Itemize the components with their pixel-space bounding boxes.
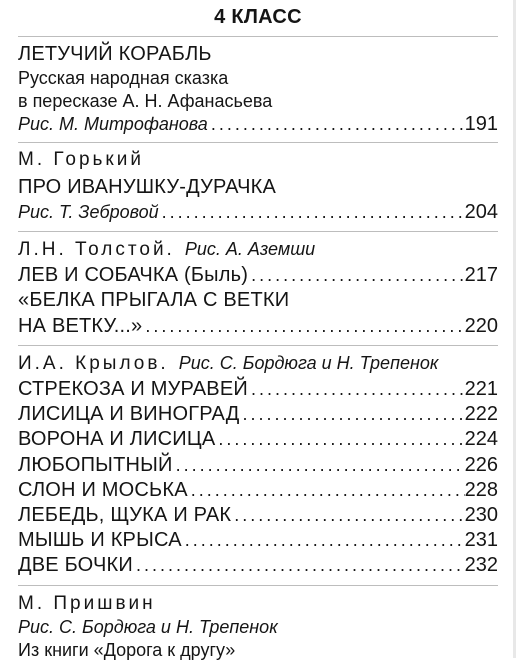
entry-title: ПРО ИВАНУШКУ-ДУРАЧКА — [18, 176, 277, 198]
book-note-line — [18, 638, 498, 662]
divider — [18, 345, 498, 346]
entry-title: «БЕЛКА ПРЫГАЛА С ВЕТКИ — [18, 289, 290, 311]
toc-entry-fable[interactable] — [18, 553, 498, 577]
toc-subtitle — [18, 66, 498, 90]
author-name: М. Горький — [18, 149, 144, 170]
page-number: 217 — [464, 264, 498, 286]
entry-title: НА ВЕТКУ...» — [18, 315, 143, 337]
entry-title: ЛЕВ И СОБАЧКА (Быль) — [18, 264, 249, 286]
dot-leader — [215, 427, 464, 451]
divider — [18, 585, 498, 586]
author-line — [18, 351, 498, 375]
dot-leader — [208, 112, 465, 136]
toc-entry-fable[interactable] — [18, 528, 498, 552]
author-name: И.А. Крылов. — [18, 353, 169, 374]
page-number: 222 — [464, 403, 498, 425]
illustrator-credit: Рис. С. Бордюга и Н. Трепенок — [18, 617, 278, 637]
dot-leader — [231, 503, 464, 527]
author-name: Л.Н. Толстой. — [18, 239, 175, 260]
toc-entry-fable[interactable] — [18, 478, 498, 502]
toc-entry-fable[interactable] — [18, 453, 498, 477]
entry-title: ЛЕБЕДЬ, ЩУКА И РАК — [18, 504, 232, 526]
entry-title: ЛЕТУЧИЙ КОРАБЛЬ — [18, 43, 212, 65]
dot-leader — [173, 453, 465, 477]
divider — [18, 36, 498, 37]
toc-entry-lion-dog[interactable] — [18, 263, 498, 287]
divider — [18, 231, 498, 232]
page-number: 230 — [464, 504, 498, 526]
toc-entry-fable[interactable] — [18, 377, 498, 401]
toc-entry-ivanushka[interactable] — [18, 200, 498, 224]
author-line — [18, 148, 498, 172]
dot-leader — [239, 402, 464, 426]
dot-leader — [133, 553, 465, 577]
divider — [18, 142, 498, 143]
entry-title: ЛИСИЦА И ВИНОГРАД — [18, 403, 240, 425]
author-line — [18, 237, 498, 261]
page-number: 228 — [464, 479, 498, 501]
illustrator-credit: Рис. Т. Зебровой — [18, 202, 159, 222]
toc-entry-fable[interactable] — [18, 402, 498, 426]
toc-title-flying-ship — [18, 42, 498, 66]
page-number: 226 — [464, 454, 498, 476]
dot-leader — [248, 377, 465, 401]
toc-entry-flying-ship[interactable] — [18, 112, 498, 136]
dot-leader — [248, 263, 465, 287]
page-number: 224 — [464, 428, 498, 450]
entry-title: СЛОН И МОСЬКА — [18, 479, 188, 501]
illustrator-credit: Рис. А. Аземши — [184, 239, 316, 259]
entry-subtitle: Русская народная сказка — [18, 68, 229, 88]
author-line — [18, 592, 498, 616]
entry-title: МЫШЬ И КРЫСА — [18, 529, 182, 551]
page-number: 221 — [464, 378, 498, 400]
page-number: 220 — [464, 315, 498, 337]
toc-subtitle — [18, 89, 498, 113]
dot-leader — [182, 528, 465, 552]
entry-title: ЛЮБОПЫТНЫЙ — [18, 454, 173, 476]
toc-entry-fable[interactable] — [18, 503, 498, 527]
toc-title-squirrel — [18, 288, 498, 312]
page-number: 204 — [464, 201, 498, 223]
book-note: Из книги «Дорога к другу» — [18, 640, 236, 660]
dot-leader — [142, 314, 464, 338]
dot-leader — [159, 200, 465, 224]
page-number: 191 — [464, 113, 498, 135]
illustrator-credit: Рис. М. Митрофанова — [18, 114, 208, 134]
entry-title: СТРЕКОЗА И МУРАВЕЙ — [18, 378, 248, 400]
entry-subtitle: в пересказе А. Н. Афанасьева — [18, 91, 273, 111]
dot-leader — [188, 478, 465, 502]
entry-title: ДВЕ БОЧКИ — [18, 554, 133, 576]
author-name: М. Пришвин — [18, 593, 156, 614]
page-number: 232 — [464, 554, 498, 576]
section-heading: 4 КЛАСС — [214, 6, 302, 28]
entry-title: ВОРОНА И ЛИСИЦА — [18, 428, 216, 450]
page-number: 231 — [464, 529, 498, 551]
toc-entry-squirrel[interactable] — [18, 314, 498, 338]
illustrator-credit: Рис. С. Бордюга и Н. Трепенок — [178, 353, 439, 373]
toc-title-ivanushka — [18, 175, 498, 199]
toc-entry-fable[interactable] — [18, 427, 498, 451]
illustrator-line — [18, 615, 498, 639]
